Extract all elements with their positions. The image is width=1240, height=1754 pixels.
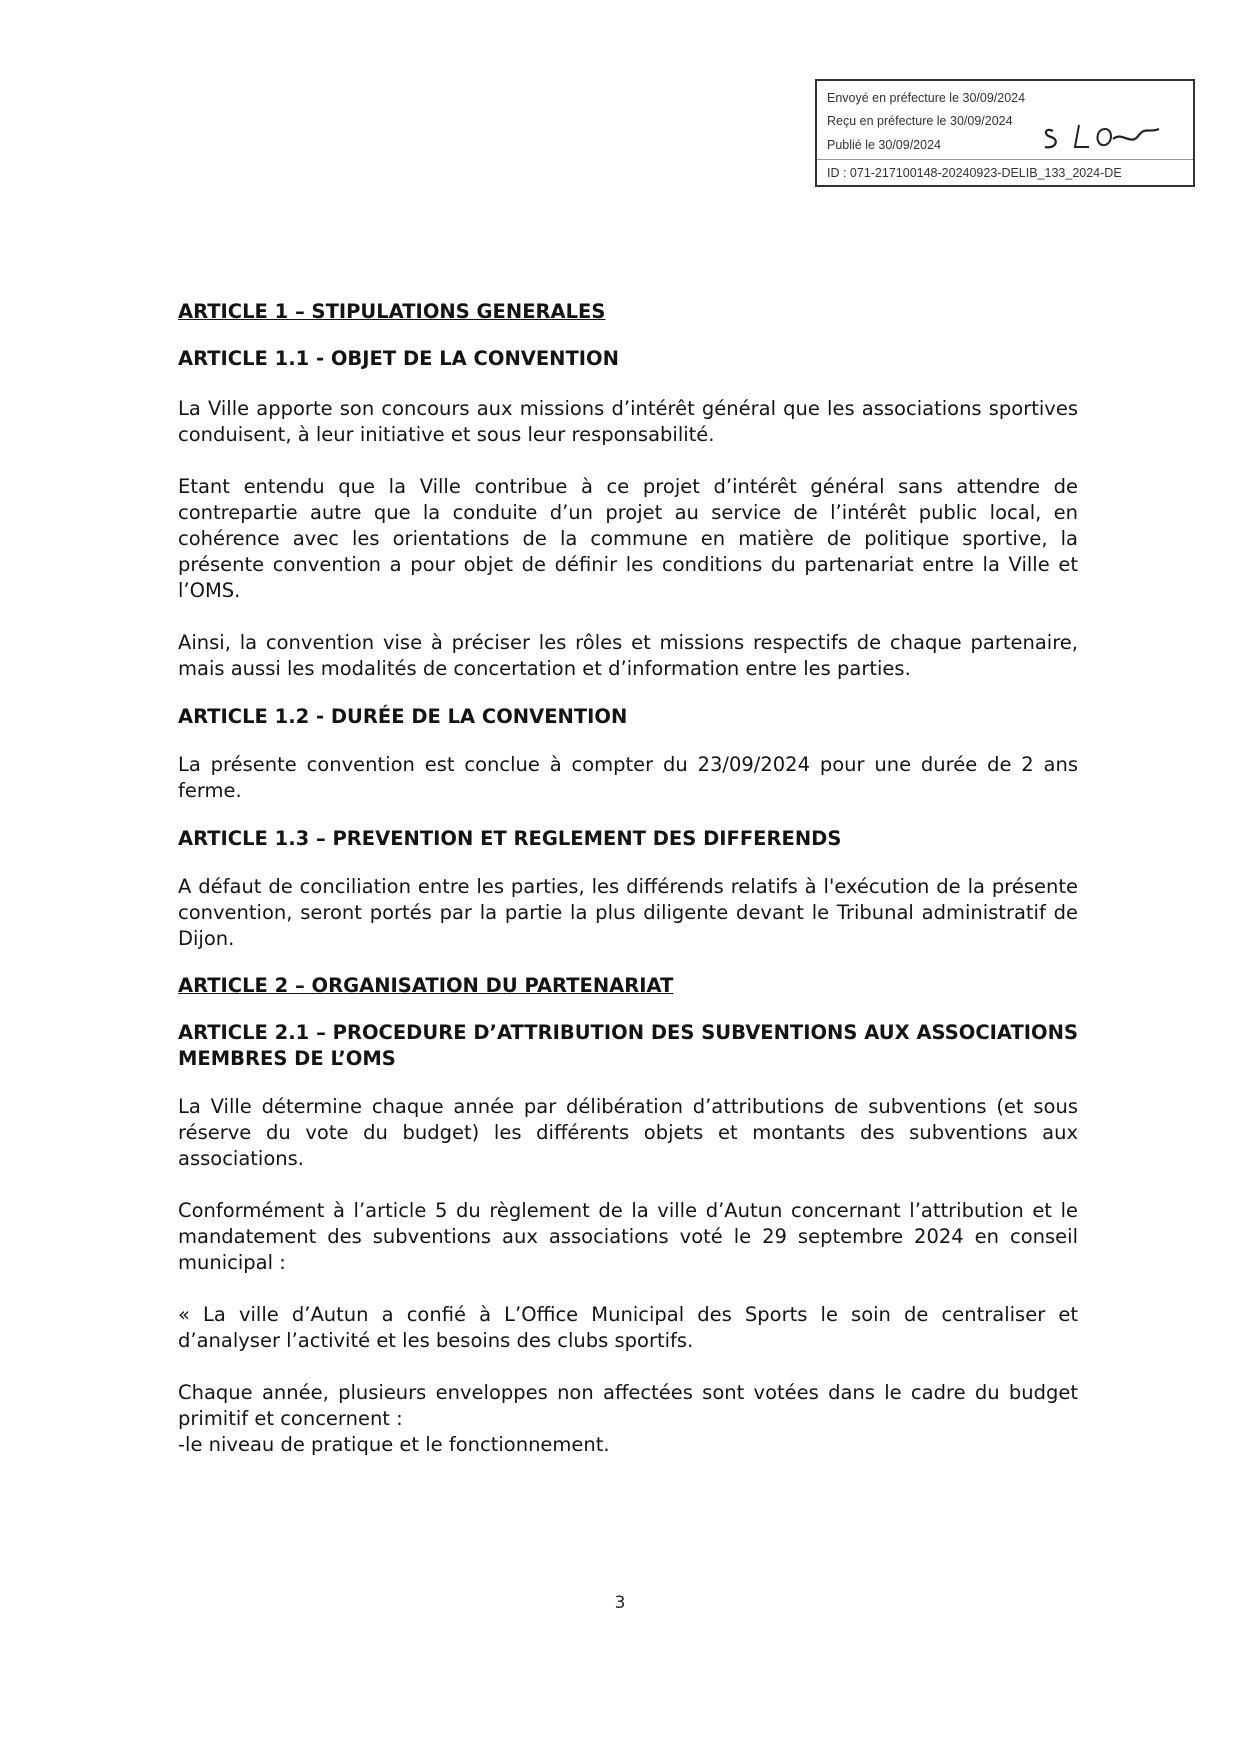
stamp-received-date: Reçu en préfecture le 30/09/2024 [827, 114, 1013, 128]
article-1-1-paragraph-2: Etant entendu que la Ville contribue à ce projet d’intérêt général sans attendre de contrepartie autre que la conduite d’un projet au service de l’intérêt public local, en cohérence avec les orientations de la commune en matière de politique sportive, la présente convention a pour objet de définir les conditions du partenariat entre la Ville et l’OMS. [178, 475, 1078, 602]
article-2-1-paragraph-3: « La ville d’Autun a confié à L’Office Municipal des Sports le soin de centraliser et d’analyser l’activité et les besoins des clubs sportifs. [178, 1303, 1078, 1352]
article-2-1-paragraph-2: Conformément à l’article 5 du règlement de la ville d’Autun concernant l’attribution et le mandatement des subventions aux associations voté le 29 septembre 2024 en conseil municipal : [178, 1199, 1078, 1274]
stamp-published-date: Publié le 30/09/2024 [827, 138, 941, 152]
article-2-heading: ARTICLE 2 – ORGANISATION DU PARTENARIAT [178, 974, 674, 997]
article-1-1-heading: ARTICLE 1.1 - OBJET DE LA CONVENTION [178, 347, 619, 370]
stamp-id: ID : 071-217100148-20240923-DELIB_133_2024-DE [827, 166, 1122, 180]
prefecture-stamp [815, 79, 1195, 187]
article-2-1-paragraph-5: -le niveau de pratique et le fonctionnement. [178, 1433, 610, 1456]
article-2-1-paragraph-4: Chaque année, plusieurs enveloppes non affectées sont votées dans le cadre du budget primitif et concernent : [178, 1381, 1078, 1430]
article-1-heading: ARTICLE 1 – STIPULATIONS GENERALES [178, 300, 606, 323]
article-1-3-paragraph-1: A défaut de conciliation entre les parties, les différends relatifs à l'exécution de la présente convention, seront portés par la partie la plus diligente devant le Tribunal administratif de Dijon. [178, 875, 1078, 950]
article-1-1-paragraph-3: Ainsi, la convention vise à préciser les rôles et missions respectifs de chaque partenaire, mais aussi les modalités de concertation et d’information entre les parties. [178, 631, 1078, 680]
page-number: 3 [614, 1593, 626, 1613]
article-2-1-heading: ARTICLE 2.1 – PROCEDURE D’ATTRIBUTION DES SUBVENTIONS AUX ASSOCIATIONS MEMBRES DE L’OMS [178, 1021, 1078, 1070]
stamp-sent-date: Envoyé en préfecture le 30/09/2024 [827, 91, 1026, 105]
article-1-2-paragraph-1: La présente convention est conclue à compter du 23/09/2024 pour une durée de 2 ans ferme. [178, 753, 1078, 802]
document-body [178, 300, 1078, 1458]
signature-icon [1039, 117, 1164, 155]
article-1-2-heading: ARTICLE 1.2 - DURÉE DE LA CONVENTION [178, 705, 628, 728]
article-2-1-paragraph-1: La Ville détermine chaque année par délibération d’attributions de subventions (et sous réserve du vote du budget) les différents objets et montants des subventions aux associations. [178, 1095, 1078, 1170]
article-1-1-paragraph-1: La Ville apporte son concours aux missions d’intérêt général que les associations sportives conduisent, à leur initiative et sous leur responsabilité. [178, 397, 1078, 446]
stamp-divider [817, 159, 1193, 160]
article-1-3-heading: ARTICLE 1.3 – PREVENTION ET REGLEMENT DES DIFFERENDS [178, 827, 842, 850]
